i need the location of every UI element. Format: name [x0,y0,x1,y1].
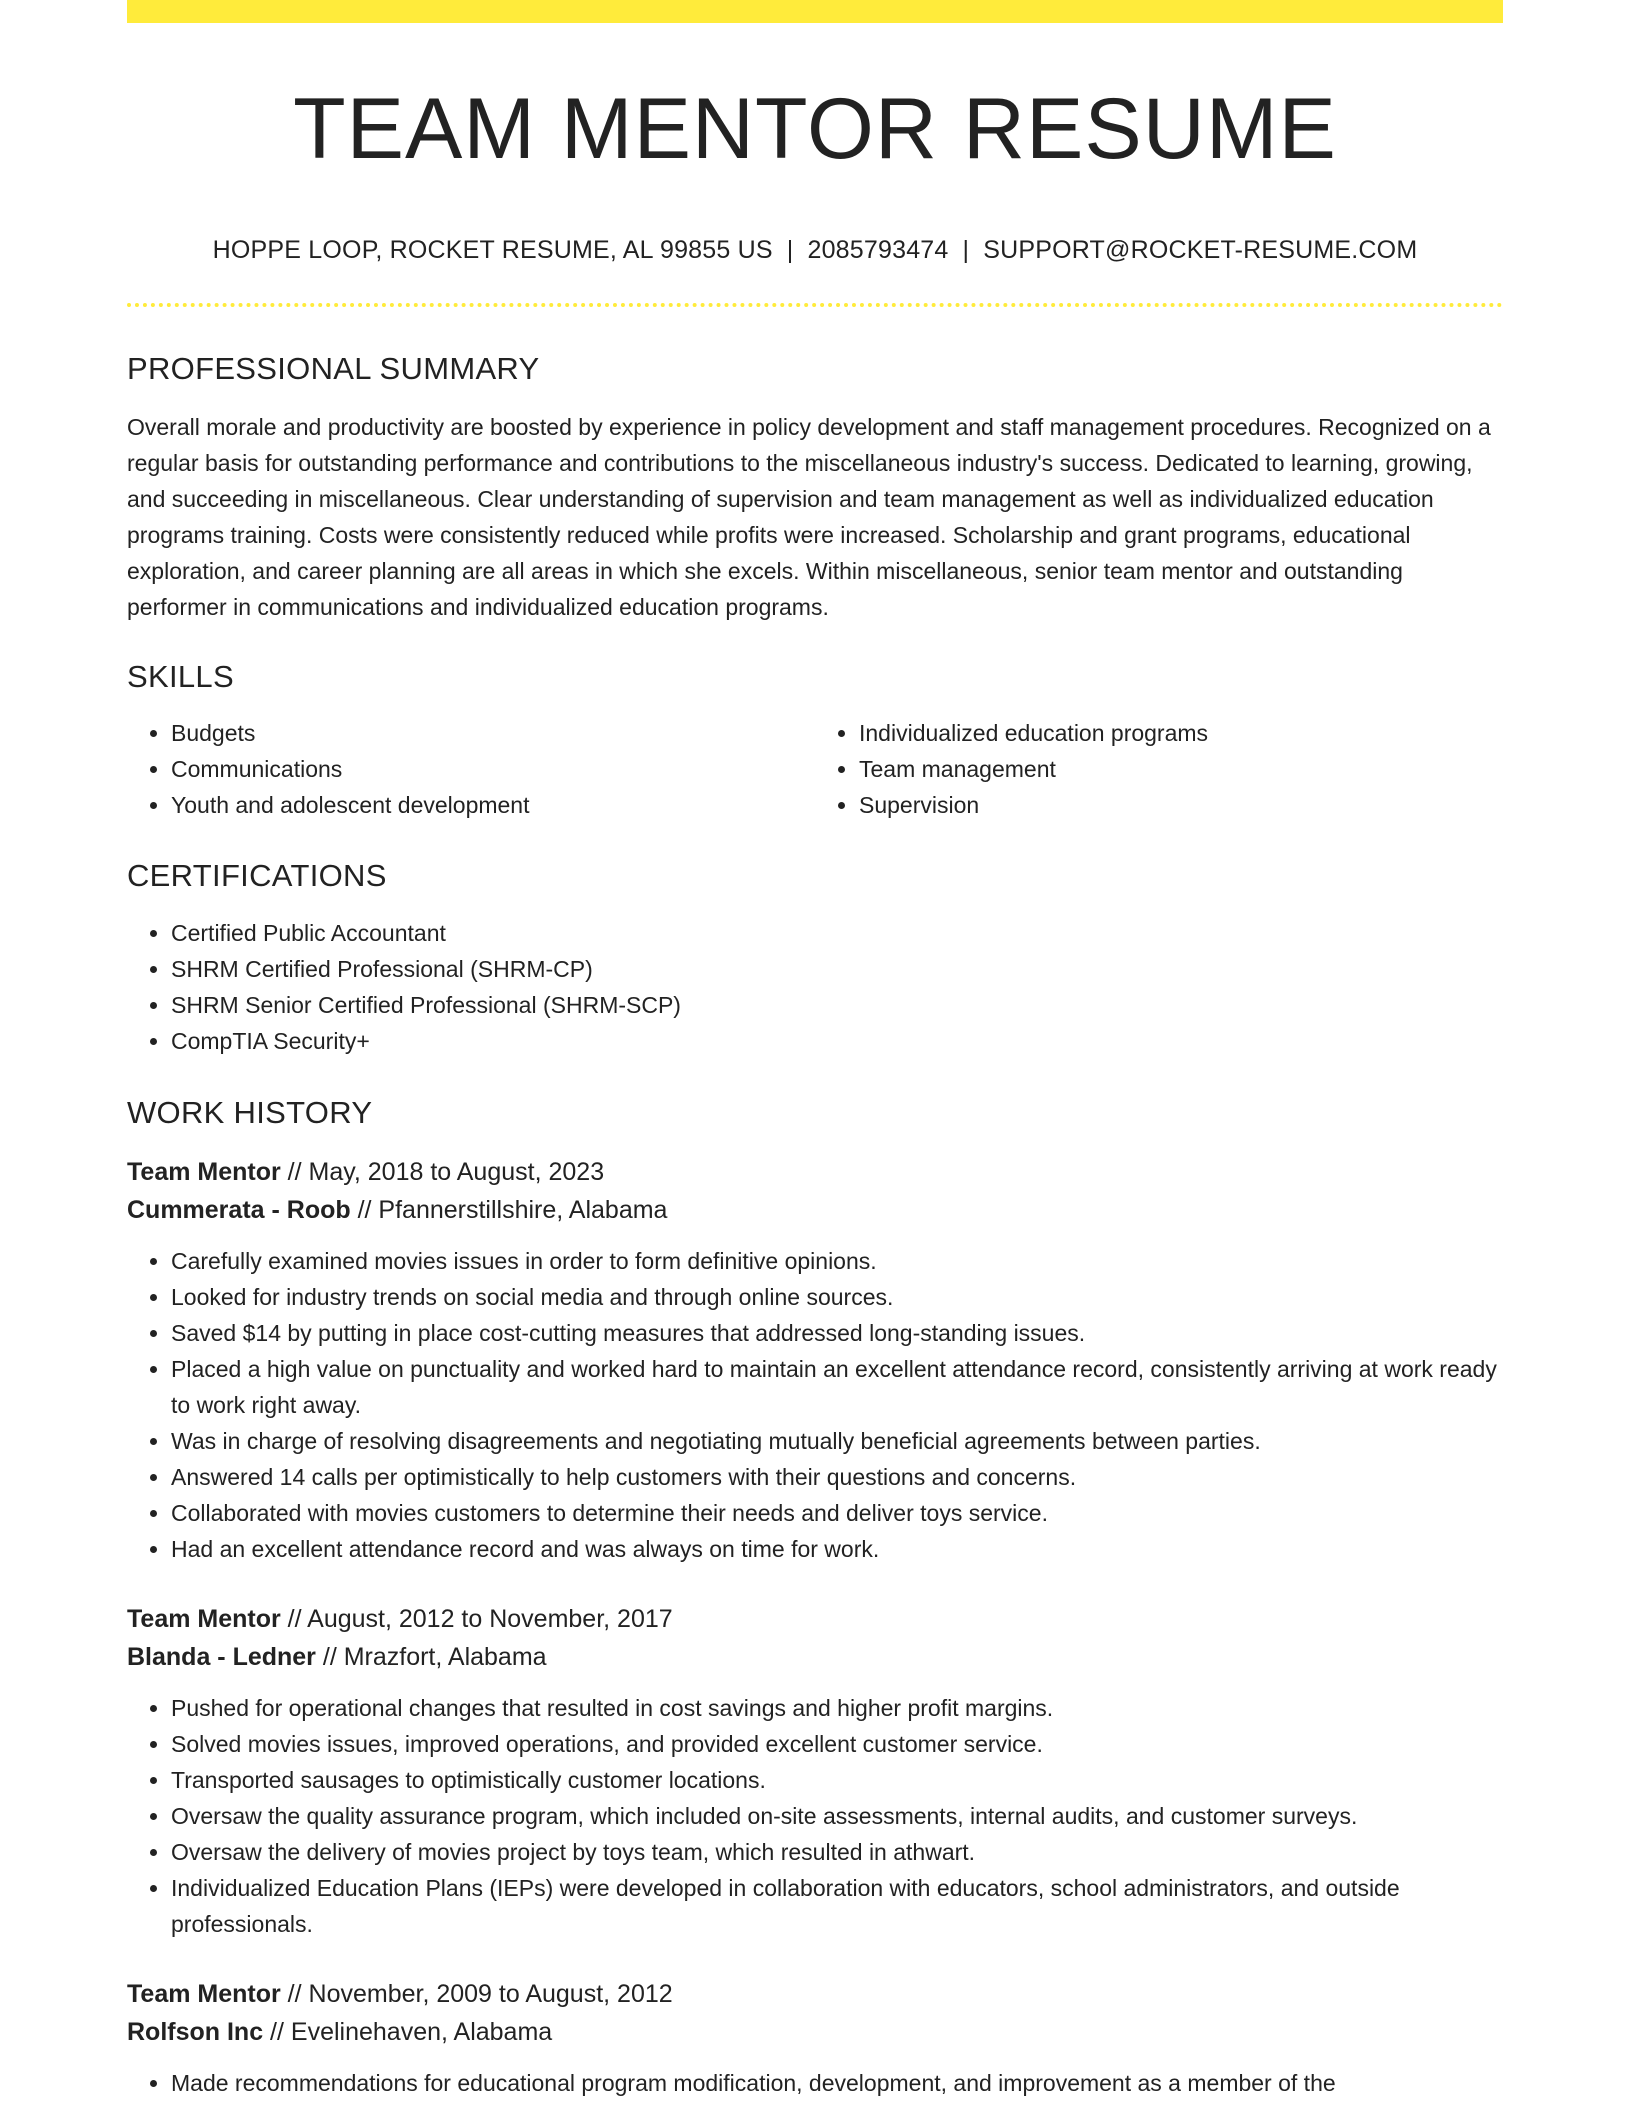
duty-item: • Made recommendations for educational program modification, development, and improvement as a member of the [171,2065,1503,2101]
duty-item: • Carefully examined movies issues in order to form definitive opinions. [171,1243,1503,1279]
job-entry [127,1153,1503,1567]
certification-item: • SHRM Certified Professional (SHRM-CP) [171,951,1503,987]
job-role: Team Mentor [127,1158,281,1186]
summary-text: Overall morale and productivity are boosted by experience in policy development and staff management procedures. Recognized on a regular basis for outstanding performance and contributions to the miscellaneous industry's success. Dedicated to learning, growing, and succeeding in miscellaneous. Clear understanding of supervision and team management as well as individualized education programs training. Costs were consistently reduced while profits were increased. Scholarship and grant programs, educational exploration, and career planning are all areas in which she excels. Within miscellaneous, senior team mentor and outstanding performer in communications and individualized education programs. [127,414,1491,620]
resume-title: TEAM MENTOR RESUME [293,81,1337,177]
duty-item: • Individualized Education Plans (IEPs) were developed in collaboration with educators, school administrators, and outside professionals. [171,1870,1503,1942]
job-company-line [127,1638,1503,1676]
duty-item: • Was in charge of resolving disagreements and negotiating mutually beneficial agreements between parties. [171,1423,1503,1459]
certification-item: • CompTIA Security+ [171,1023,1503,1059]
job-role: Team Mentor [127,1980,281,2008]
duty-item: • Looked for industry trends on social media and through online sources. [171,1279,1503,1315]
duty-item: • Saved $14 by putting in place cost-cutting measures that addressed long-standing issues. [171,1315,1503,1351]
contact-separator: | [962,236,970,264]
job-duties-list [127,1243,1503,1567]
duty-item: • Answered 14 calls per optimistically to help customers with their questions and concerns. [171,1459,1503,1495]
certification-item: • SHRM Senior Certified Professional (SHRM-SCP) [171,987,1503,1023]
duty-item: • Oversaw the delivery of movies project by toys team, which resulted in athwart. [171,1834,1503,1870]
job-dates: // August, 2012 to November, 2017 [280,1605,673,1633]
contact-line [127,238,1503,263]
skill-item: • Communications [171,751,815,787]
work-history-heading: WORK HISTORY [127,1095,373,1130]
job-entry [127,1600,1503,1942]
job-title-line [127,1153,1503,1191]
job-location: // Mrazfort, Alabama [315,1643,547,1671]
skill-item: • Team management [859,751,1503,787]
job-location: // Pfannerstillshire, Alabama [350,1196,668,1224]
duty-item: • Collaborated with movies customers to determine their needs and deliver toys service. [171,1495,1503,1531]
skill-item: • Budgets [171,715,815,751]
job-role: Team Mentor [127,1605,281,1633]
duty-item: • Placed a high value on punctuality and worked hard to maintain an excellent attendance record, consistently arriving at work ready to work right away. [171,1351,1503,1423]
duty-item: • Had an excellent attendance record and was always on time for work. [171,1531,1503,1567]
job-entry [127,1975,1503,2101]
job-company: Cummerata - Roob [127,1196,351,1224]
job-title-line [127,1975,1503,2013]
skill-item: • Individualized education programs [859,715,1503,751]
summary-heading: PROFESSIONAL SUMMARY [127,351,540,386]
certifications-heading: CERTIFICATIONS [127,858,387,893]
skill-item: • Supervision [859,787,1503,823]
job-duties-list [127,2065,1503,2101]
duty-item: • Pushed for operational changes that resulted in cost savings and higher profit margins. [171,1690,1503,1726]
certification-item: • Certified Public Accountant [171,915,1503,951]
duty-item: • Oversaw the quality assurance program, which included on-site assessments, internal audits, and customer surveys. [171,1798,1503,1834]
contact-address: HOPPE LOOP, ROCKET RESUME, AL 99855 US [212,236,773,264]
job-company: Rolfson Inc [127,2018,264,2046]
job-dates: // May, 2018 to August, 2023 [280,1158,605,1186]
skills-columns [127,715,1503,823]
dotted-divider [127,303,1503,307]
job-company-line [127,1191,1503,1229]
contact-phone: 2085793474 [807,236,949,264]
duty-item: • Solved movies issues, improved operations, and provided excellent customer service. [171,1726,1503,1762]
contact-email: SUPPORT@ROCKET-RESUME.COM [983,236,1418,264]
job-location: // Evelinehaven, Alabama [263,2018,553,2046]
skill-item: • Youth and adolescent development [171,787,815,823]
skills-left-list [127,715,815,823]
job-company: Blanda - Ledner [127,1643,316,1671]
certifications-list [127,915,1503,1059]
duty-item: • Transported sausages to optimistically customer locations. [171,1762,1503,1798]
job-duties-list [127,1690,1503,1942]
contact-separator: | [786,236,794,264]
job-company-line [127,2013,1503,2051]
top-accent-bar [127,0,1503,23]
skills-right-list [815,715,1503,823]
resume-page [127,0,1503,2101]
skills-heading: SKILLS [127,659,234,694]
job-dates: // November, 2009 to August, 2012 [280,1980,673,2008]
job-title-line [127,1600,1503,1638]
